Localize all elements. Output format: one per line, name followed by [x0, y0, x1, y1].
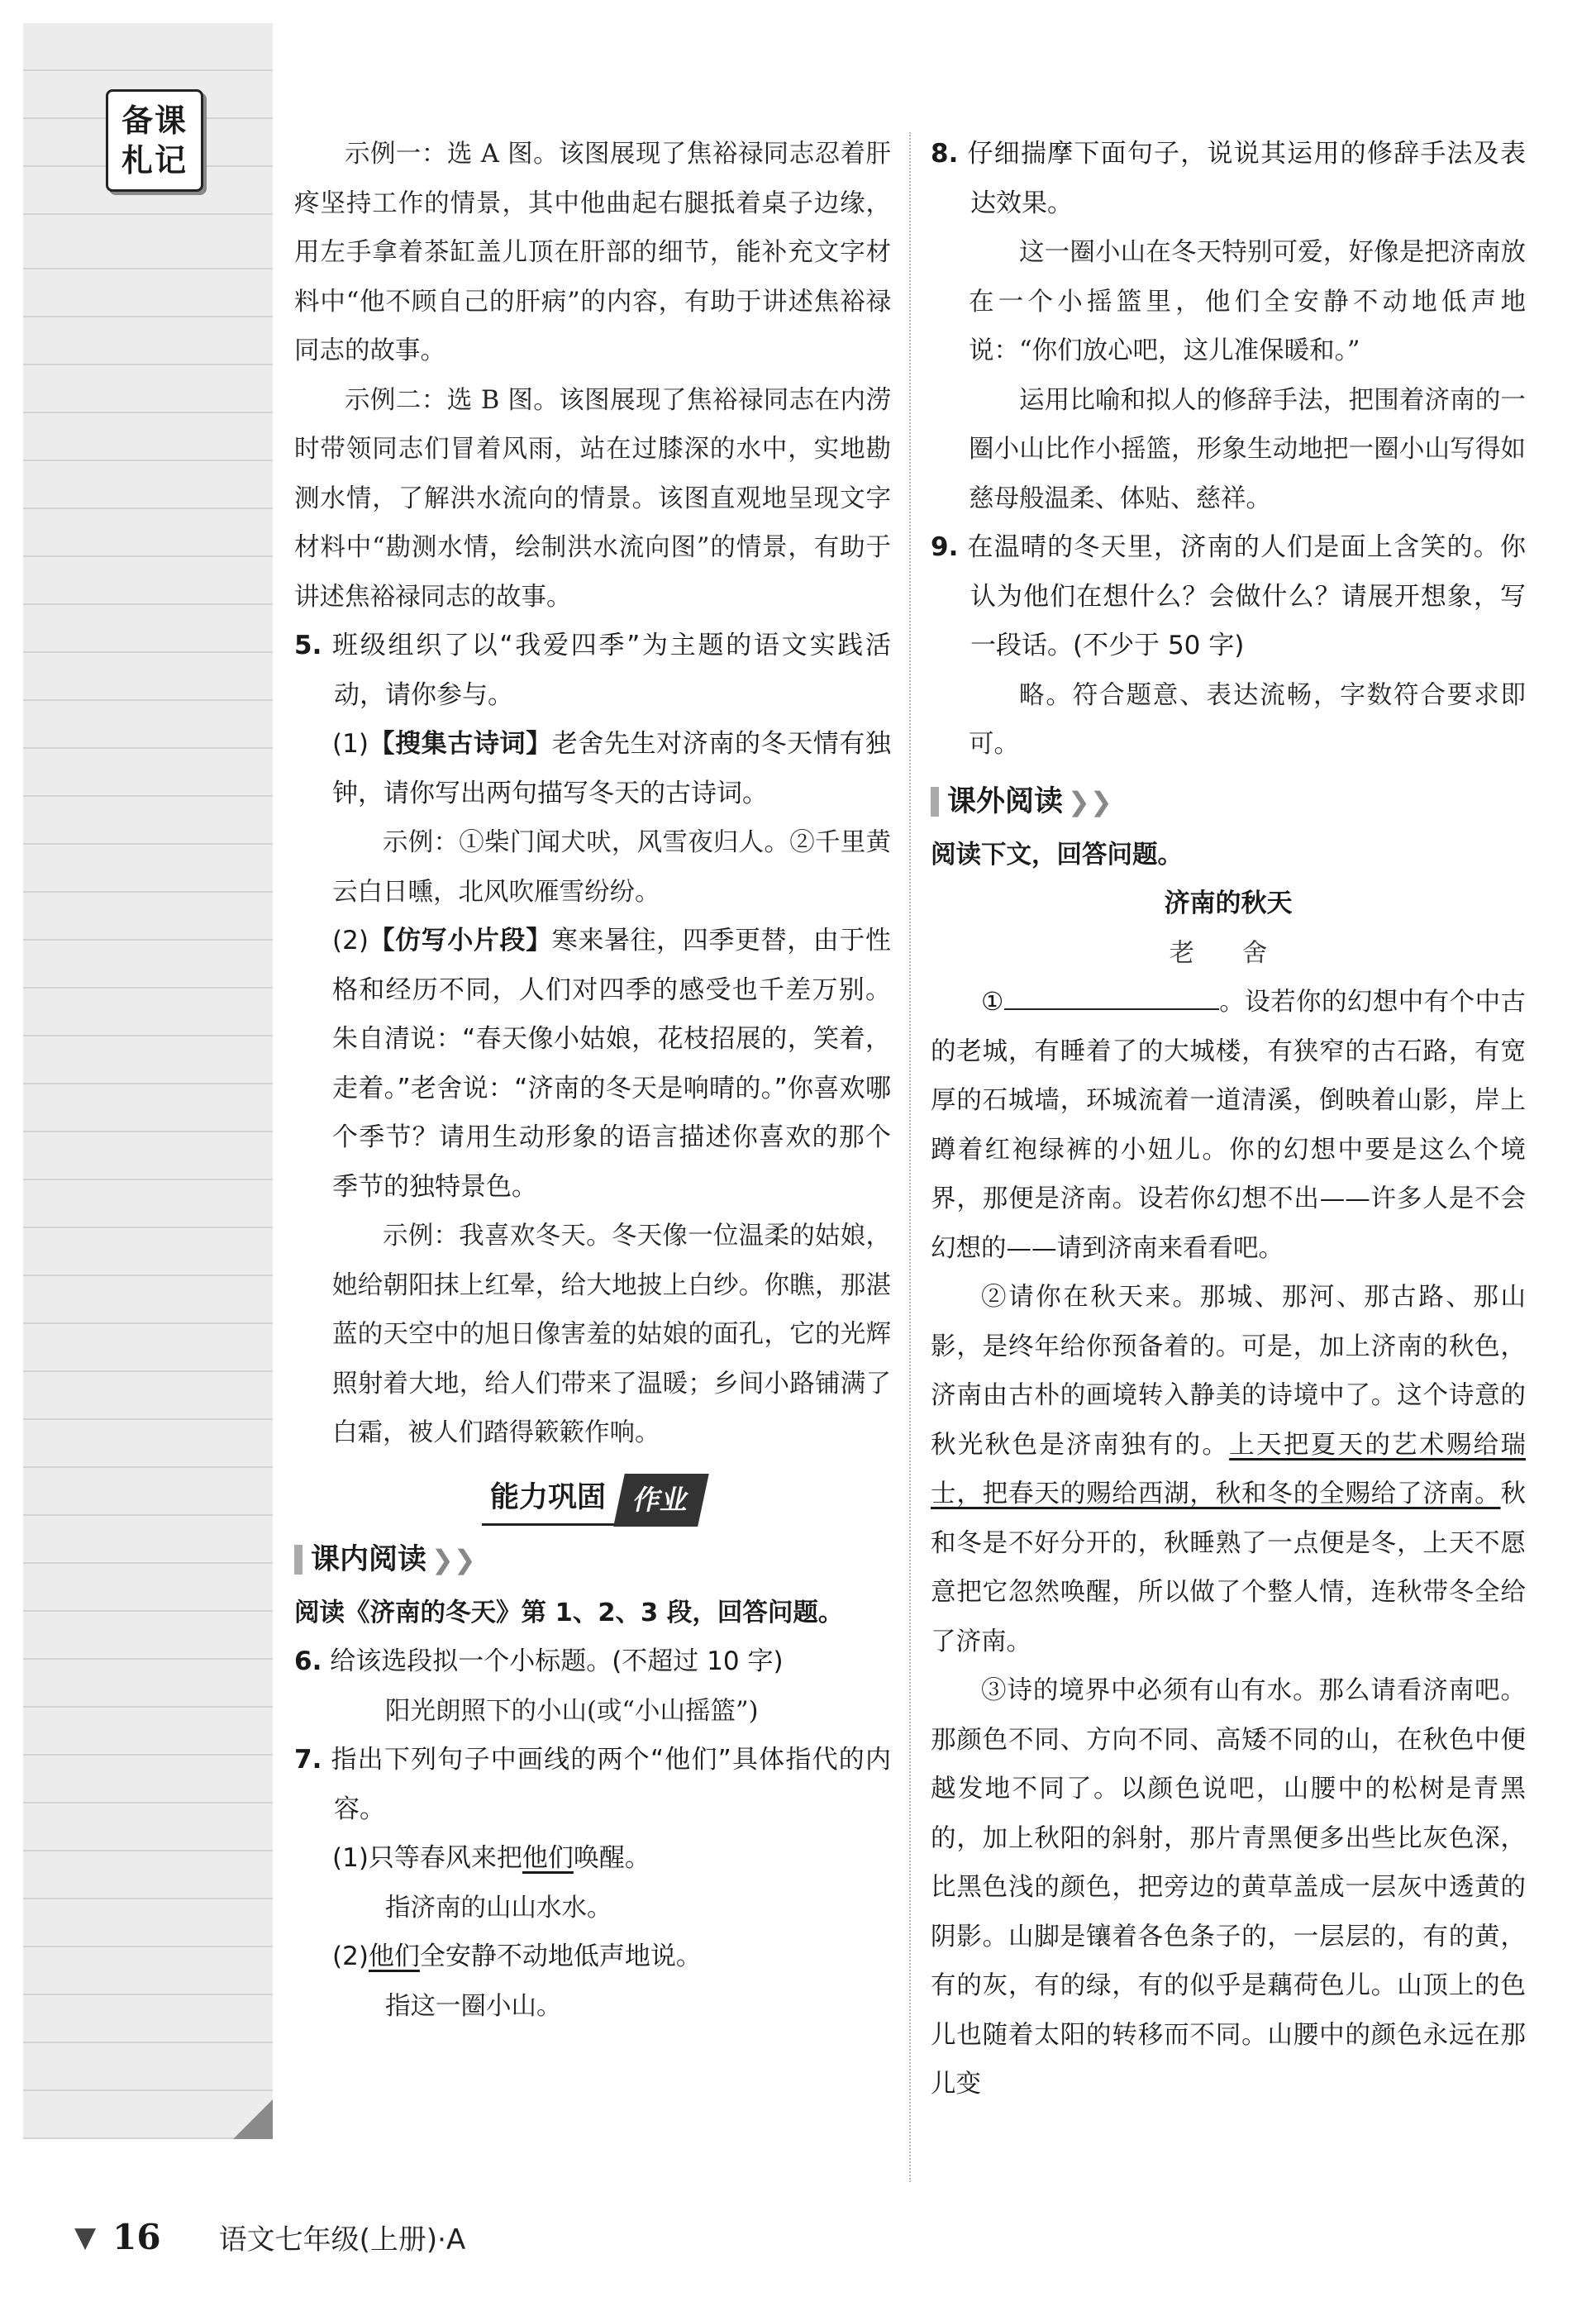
left-column	[294, 130, 891, 2031]
essay-author: 老 舍	[1169, 938, 1288, 968]
page-footer	[74, 2217, 465, 2257]
section-extracurricular	[931, 776, 1526, 827]
question-7-2	[294, 1932, 891, 1982]
q5-2-tag: 【仿写小片段】	[368, 926, 552, 955]
q7-2-text-b: 全安静不动地低声地说。	[419, 1942, 702, 1971]
q5-1-prefix: (1)	[332, 729, 369, 759]
q5-number: 5.	[294, 631, 322, 660]
q5-2-text: 寒来暑往，四季更替，由于性格和经历不同，人们对四季的感受也千差万别。朱自清说：“春天像小姑娘，花枝招展的，笑着，走着。”老舍说：“济南的冬天是响晴的。”你喜欢哪个季节？请用生动形象的语言描述你喜欢的那个季节的独特景色。	[332, 926, 892, 1202]
answer-5-2: 示例：我喜欢冬天。冬天像一位温柔的姑娘，她给朝阳抹上红晕，给大地披上白纱。你瞧，那湛蓝的天空中的旭日像害羞的姑娘的面孔，它的光辉照射着大地，给人们带来了温暖；乡间小路铺满了白霜，被人们踏得簌簌作响。	[332, 1222, 891, 1447]
essay-paragraph-1	[931, 978, 1526, 1273]
reading-instruction-out: 阅读下文，回答问题。	[931, 840, 1183, 870]
badge-line2: 札记	[121, 142, 188, 179]
note-badge	[106, 89, 203, 192]
section-in-title: 课内阅读	[311, 1542, 427, 1576]
q7-text: 指出下列句子中画线的两个“他们”具体指代的内容。	[331, 1745, 892, 1824]
q7-2-underlined: 他们	[368, 1942, 420, 1971]
q5-1-tag: 【搜集古诗词】	[368, 729, 552, 759]
essay-paragraph-3: ③诗的境界中必须有山有水。那么请看济南吧。那颜色不同、方向不同、高矮不同的山，在秋色中便越发地不同了。以颜色说吧，山腰中的松树是青黑的，加上秋阳的斜射，那片青黑便多出些比灰色深，比黑色浅的颜色，把旁边的黄草盖成一层灰中透黄的阴影。山脚是镶着各色条子的，一层层的，有的黄，有的灰，有的绿，有的似乎是藕荷色儿。山顶上的色儿也随着太阳的转移而不同。山腰中的颜色永远在那儿变	[931, 1676, 1526, 2099]
p2-text-b: 秋和冬是不好分开的，秋睡熟了一点便是冬，上天不愿意把它忽然唤醒，所以做了个整人情，连秋带冬全给了济南。	[931, 1480, 1526, 1656]
q7-1-underlined: 他们	[522, 1843, 574, 1873]
question-7-1	[294, 1834, 891, 1884]
question-7	[294, 1736, 891, 1834]
example-two: 示例二：选 B 图。该图展现了焦裕禄同志在内涝时带领同志们冒着风雨，站在过膝深的水中，实地勘测水情，了解洪水流向的情景。该图直观地呈现文字材料中“勘测水情，绘制洪水流向图”的情景，有助于讲述焦裕禄同志的故事。	[294, 385, 891, 612]
q7-number: 7.	[294, 1745, 322, 1775]
p2-text-a: ②请你在秋天来。那城、那河、那古路、那山影，是终年给你预备着的。可是，加上济南的秋色，济南由古朴的画境转入静美的诗境中了。这个诗意的秋光秋色是济南独有的。	[931, 1283, 1526, 1460]
q8-number: 8.	[931, 139, 959, 169]
p2-underlined: 上天把夏天的艺术赐给瑞士，把春天的赐给西湖，秋和冬的全赐给了济南。	[931, 1430, 1527, 1508]
question-8	[931, 130, 1526, 228]
answer-6: 阳光朗照下的小山(或“小山摇篮”)	[385, 1696, 759, 1726]
column-divider	[909, 132, 912, 2182]
essay-paragraph-2	[931, 1273, 1526, 1666]
q5-text: 班级组织了以“我爱四季”为主题的语文实践活动，请你参与。	[331, 631, 891, 710]
question-6	[294, 1637, 891, 1687]
section-out-title: 课外阅读	[947, 784, 1064, 818]
badge-line1: 备课	[121, 102, 188, 139]
q8-quote: 这一圈小山在冬天特别可爱，好像是把济南放在一个小摇篮里，他们全安静不动地低声地说：“你们放心吧，这儿准保暖和。”	[969, 238, 1526, 365]
q7-2-text-a: (2)	[332, 1942, 369, 1971]
chevron-right-icon: ❯❯	[1068, 785, 1112, 817]
section-bar	[931, 787, 939, 817]
page-fold	[233, 2099, 273, 2139]
section-in-class	[294, 1534, 891, 1585]
question-5-2	[294, 917, 891, 1212]
q5-2-prefix: (2)	[332, 926, 369, 955]
book-title: 语文七年级(上册)·A	[218, 2223, 466, 2256]
answer-blank[interactable]	[1004, 980, 1219, 1010]
banner-title: 能力巩固	[482, 1474, 614, 1526]
answer-5-1: 示例：①柴门闻犬吠，风雪夜归人。②千里黄云白日曛，北风吹雁雪纷纷。	[332, 828, 891, 907]
p1-number: ①	[981, 988, 1004, 1017]
reading-instruction-in: 阅读《济南的冬天》第 1、2、3 段，回答问题。	[294, 1598, 844, 1627]
section-bar	[294, 1545, 303, 1575]
question-5	[294, 622, 891, 720]
answer-9: 略。符合题意、表达流畅，字数符合要求即可。	[969, 680, 1526, 759]
question-9	[931, 523, 1526, 671]
chevron-right-icon: ❯❯	[431, 1543, 476, 1575]
q9-text: 在温晴的冬天里，济南的人们是面上含笑的。你认为他们在想什么？会做什么？请展开想象，写一段话。(不少于 50 字)	[967, 532, 1527, 660]
q5-1-text: 老舍先生对济南的冬天情有独钟，请你写出两句描写冬天的古诗词。	[332, 729, 892, 808]
answer-7-2: 指这一圈小山。	[385, 1991, 562, 2021]
banner-tag: 作业	[613, 1474, 708, 1527]
p1-text: 。设若你的幻想中有个中古的老城，有睡着了的大城楼，有狭窄的古石路，有宽厚的石城墙，环城流着一道清溪，倒映着山影，岸上蹲着红袍绿裤的小妞儿。你的幻想中要是这么个境界，那便是济南。设若你幻想不出——许多人是不会幻想的——请到济南来看看吧。	[931, 988, 1527, 1263]
right-column	[931, 130, 1526, 2109]
question-5-1	[294, 720, 891, 818]
q6-text: 给该选段拟一个小标题。(不超过 10 字)	[330, 1646, 784, 1676]
section-banner	[294, 1473, 891, 1527]
q6-number: 6.	[294, 1646, 322, 1676]
essay-title: 济南的秋天	[1164, 889, 1293, 918]
q9-number: 9.	[931, 532, 959, 562]
q7-1-text-b: 唤醒。	[573, 1843, 650, 1873]
q7-1-text-a: (1)只等春风来把	[332, 1843, 522, 1873]
answer-8: 运用比喻和拟人的修辞手法，把围着济南的一圈小山比作小摇篮，形象生动地把一圈小山写得如慈母般温柔、体贴、慈祥。	[969, 385, 1526, 513]
answer-7-1: 指济南的山山水水。	[385, 1893, 612, 1923]
page-number: 16	[112, 2217, 161, 2257]
q8-text: 仔细揣摩下面句子，说说其运用的修辞手法及表达效果。	[967, 139, 1527, 218]
note-strip	[23, 23, 273, 2139]
footer-logo-icon: ▼	[74, 2220, 97, 2254]
example-one: 示例一：选 A 图。该图展现了焦裕禄同志忍着肝疼坚持工作的情景，其中他曲起右腿抵着桌子边缘，用左手拿着茶缸盖儿顶在肝部的细节，能补充文字材料中“他不顾自己的肝病”的内容，有助于讲述焦裕禄同志的故事。	[294, 140, 891, 365]
